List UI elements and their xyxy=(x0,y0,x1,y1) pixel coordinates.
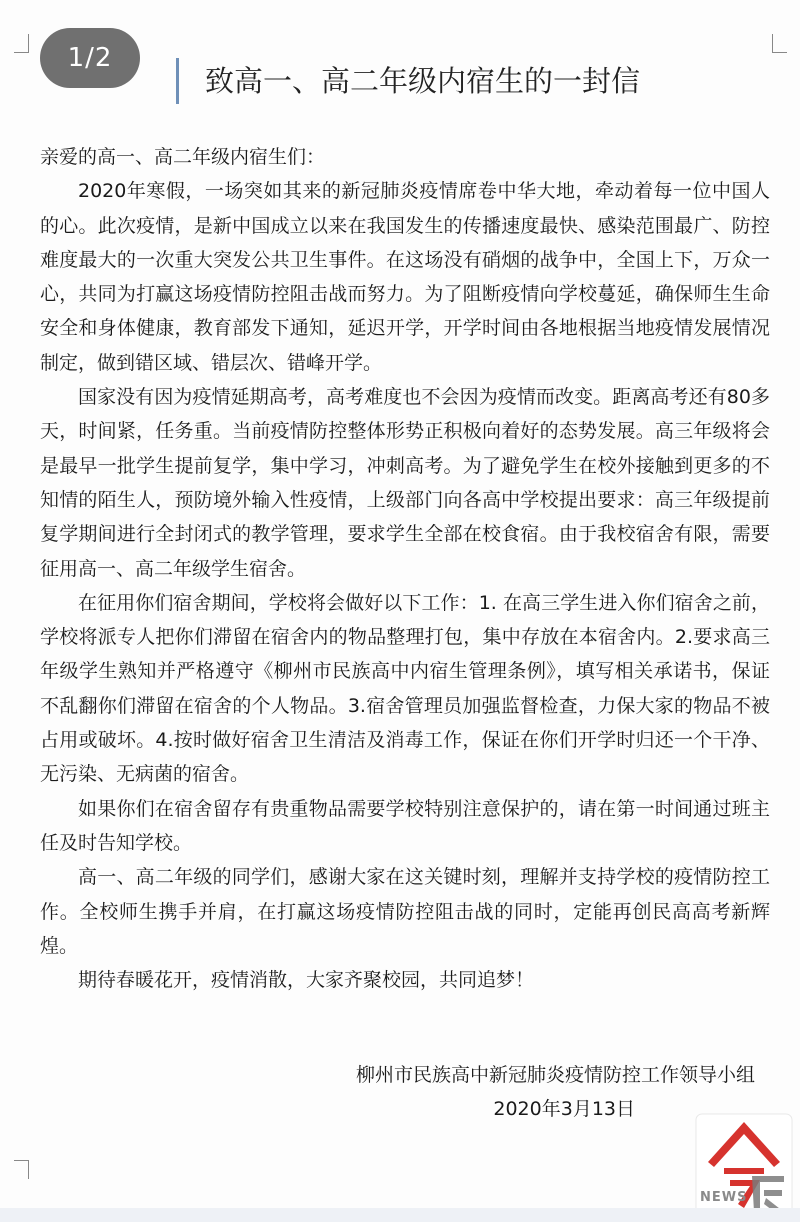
paragraph: 2020年寒假，一场突如其来的新冠肺炎疫情席卷中华大地，牵动着每一位中国人的心。此次疫情，是新中国成立以来在我国发生的传播速度最快、感染范围最广、防控难度最大的一次重大突发公共卫生事件。在这场没有硝烟的战争中，全国上下，万众一心，共同为打赢这场疫情防控阻击战而努力。为了阻断疫情向学校蔓延，确保师生生命安全和身体健康，教育部发下通知，延迟开学，开学时间由各地根据当地疫情发展情况制定，做到错区域、错层次、错峰开学。 xyxy=(40,180,770,374)
signature-date: 2020年3月13日 xyxy=(493,1098,635,1120)
paragraph: 期待春暖花开，疫情消散，大家齐聚校园，共同追梦！ xyxy=(78,969,535,992)
page-title: 致高一、高二年级内宿生的一封信 xyxy=(205,64,641,98)
letter-body xyxy=(40,140,770,997)
crop-mark-top-left xyxy=(14,34,29,53)
greeting: 亲爱的高一、高二年级内宿生们： xyxy=(40,146,326,168)
crop-mark-top-right xyxy=(772,34,787,53)
watermark-text: NEWS xyxy=(700,1190,748,1205)
page-indicator[interactable]: 1/2 xyxy=(40,28,140,88)
title-accent-bar xyxy=(176,58,179,104)
paragraph: 如果你们在宿舍留存有贵重物品需要学校特别注意保护的，请在第一时间通过班主任及时告知学校。 xyxy=(40,797,770,854)
signature-org: 柳州市民族高中新冠肺炎疫情防控工作领导小组 xyxy=(355,1064,755,1086)
bottom-edge xyxy=(0,1208,800,1222)
paragraph: 高一、高二年级的同学们，感谢大家在这关键时刻，理解并支持学校的疫情防控工作。全校师生携手并肩，在打赢这场疫情防控阻击战的同时，定能再创民高高考新辉煌。 xyxy=(40,866,770,957)
crop-mark-bottom-left xyxy=(14,1160,29,1179)
paragraph: 在征用你们宿舍期间，学校将会做好以下工作：1. 在高三学生进入你们宿舍之前，学校将派专人把你们滞留在宿舍内的物品整理打包，集中存放在本宿舍内。2.要求高三年级学生熟知并严格遵守《柳州市民族高中内宿生管理条例》，填写相关承诺书，保证不乱翻你们滞留在宿舍的个人物品。3.宿舍管理员加强监督检查，力保大家的物品不被占用或破坏。4.按时做好宿舍卫生清洁及消毒工作，保证在你们开学时归还一个干净、无污染、无病菌的宿舍。 xyxy=(40,591,770,786)
paragraph: 国家没有因为疫情延期高考，高考难度也不会因为疫情而改变。距离高考还有80多天，时间紧，任务重。当前疫情防控整体形势正积极向着好的态势发展。高三年级将会是最早一批学生提前复学，集中学习，冲刺高考。为了避免学生在校外接触到更多的不知情的陌生人，预防境外输入性疫情，上级部门向各高中学校提出要求：高三年级提前复学期间进行全封闭式的教学管理，要求学生全部在校食宿。由于我校宿舍有限，需要征用高一、高二年级学生宿舍。 xyxy=(40,386,770,580)
signature-block xyxy=(300,1058,755,1126)
